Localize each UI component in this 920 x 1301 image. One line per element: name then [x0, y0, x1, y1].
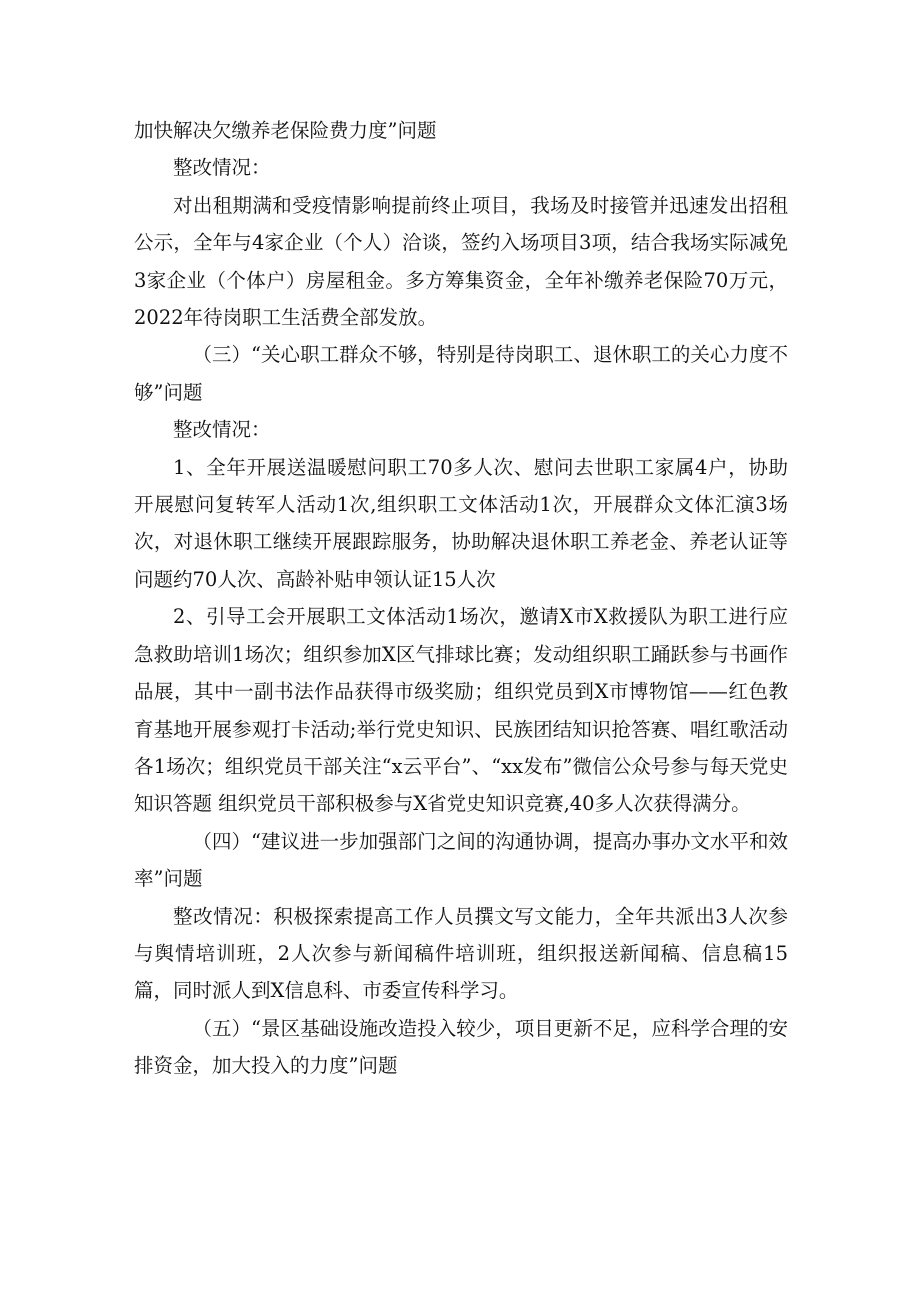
continuation-line: 加快解决欠缴养老保险费力度”问题 — [134, 119, 437, 142]
body-paragraph: 2、引导工会开展职工文体活动1场次，邀请X市X救援队为职工进行应急救助培训1场次；组织参加X区气排球比赛；发动组织职工踊跃参与书画作品展，其中一副书法作品获得市级奖励；组织党员到X市博物馆——红色教育基地开展参观打卡活动;举行党史知识、民族团结知识抢答赛、唱红歌活动各1场次；组织党员干部关注“x云平台”、“xx发布”微信公众号参与每天党史知识答题 组织党员干部积极参与X省党史知识竞赛,40多人次获得满分。 — [134, 605, 788, 816]
rectification-label: 整改情况： — [173, 156, 271, 180]
rectification-label: 整改情况： — [173, 418, 271, 442]
document-body — [134, 112, 788, 1085]
section-heading-3: （三）“关心职工群众不够，特别是待岗职工、退休职工的关心力度不够”问题 — [134, 343, 788, 404]
section-heading-4: （四）“建议进一步加强部门之间的沟通协调，提高办事办文水平和效率”问题 — [134, 829, 788, 891]
body-paragraph: 对出租期满和受疫情影响提前终止项目，我场及时接管并迅速发出招租公示，全年与4家企业（个人）洽谈，签约入场项目3项，结合我场实际减免3家企业（个体户）房屋租金。多方筹集资金，全年补缴养老保险70万元，2022年待岗职工生活费全部发放。 — [134, 193, 788, 330]
body-paragraph: 1、全年开展送温暖慰问职工70多人次、慰问去世职工家属4户，协助开展慰问复转军人活动1次,组织职工文体活动1次，开展群众文体汇演3场次，对退休职工继续开展跟踪服务，协助解决退休职工养老金、养老认证等问题约70人次、高龄补贴申领认证15人次 — [134, 455, 788, 591]
body-paragraph: 整改情况：积极探索提高工作人员撰文写文能力，全年共派出3人次参与舆情培训班，2人次参与新闻稿件培训班，组织报送新闻稿、信息稿15篇，同时派人到X信息科、市委宣传科学习。 — [134, 904, 788, 1003]
section-heading-5: （五）“景区基础设施改造投入较少，项目更新不足，应科学合理的安排资金，加大投入的力度”问题 — [134, 1016, 788, 1078]
